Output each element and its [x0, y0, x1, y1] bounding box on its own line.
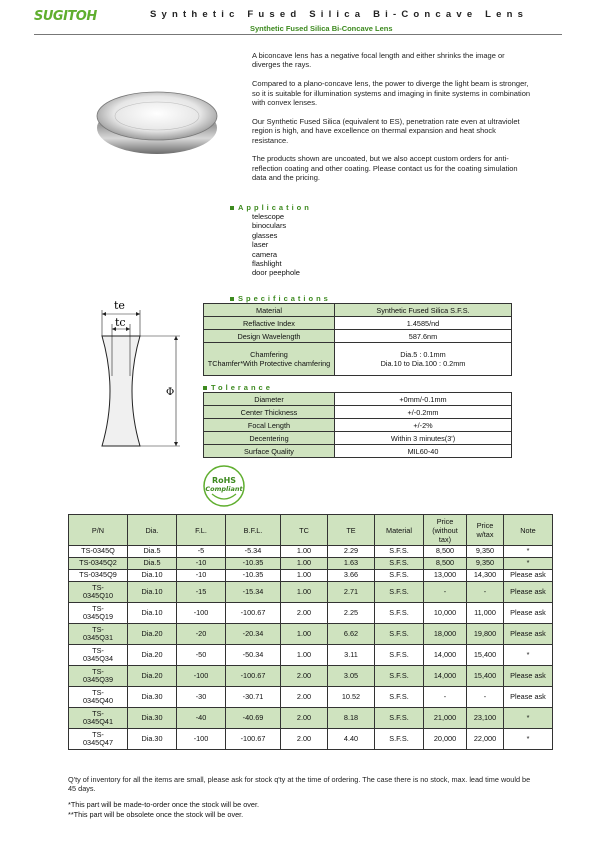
- table-cell: -15.34: [226, 582, 281, 603]
- table-cell: 3.66: [328, 570, 375, 582]
- table-cell: -40.69: [226, 708, 281, 729]
- table-cell: 2.25: [328, 603, 375, 624]
- table-cell: -30: [177, 687, 226, 708]
- table-cell: 19,800: [467, 624, 504, 645]
- table-cell: S.F.S.: [375, 729, 424, 750]
- table-cell: 2.29: [328, 546, 375, 558]
- tolerance-value: +/-2%: [335, 419, 512, 432]
- column-header: Dia.: [128, 515, 177, 546]
- table-row: [69, 666, 553, 687]
- table-cell: *: [504, 645, 553, 666]
- description-paragraph: The products shown are uncoated, but we also accept custom orders for anti-reflection coating and other coating. Please contact us for the coating simulation data and the pricing.: [252, 154, 518, 183]
- spec-row: [204, 304, 512, 317]
- table-cell: -: [467, 582, 504, 603]
- description: [252, 51, 534, 192]
- table-cell: TS- 0345Q10: [69, 582, 128, 603]
- spec-label: Reflactive Index: [204, 317, 335, 330]
- table-cell: S.F.S.: [375, 582, 424, 603]
- table-cell: TS- 0345Q40: [69, 687, 128, 708]
- table-cell: -100: [177, 729, 226, 750]
- table-cell: TS- 0345Q41: [69, 708, 128, 729]
- spec-value: 587.6nm: [335, 330, 512, 343]
- tolerance-label: Focal Length: [204, 419, 335, 432]
- inventory-note: Q'ty of inventory for all the items are small, please ask for stock q'ty at the time of ordering. The case there is no stock, max. lead time would be 45 days.: [68, 775, 531, 793]
- table-cell: 8,500: [424, 558, 467, 570]
- table-cell: Dia.10: [128, 582, 177, 603]
- column-header: B.F.L.: [226, 515, 281, 546]
- table-cell: -10.35: [226, 570, 281, 582]
- table-cell: -: [424, 582, 467, 603]
- tolerance-heading-text: Tolerance: [211, 383, 273, 392]
- table-row: [69, 603, 553, 624]
- table-cell: 1.00: [281, 624, 328, 645]
- table-cell: -50.34: [226, 645, 281, 666]
- table-cell: *: [504, 729, 553, 750]
- table-cell: Dia.20: [128, 645, 177, 666]
- table-cell: 8.18: [328, 708, 375, 729]
- table-cell: 2.00: [281, 708, 328, 729]
- table-cell: S.F.S.: [375, 624, 424, 645]
- spec-row: [204, 317, 512, 330]
- table-cell: 1.00: [281, 570, 328, 582]
- table-cell: 2.00: [281, 687, 328, 708]
- tc-label: tc: [115, 316, 126, 329]
- column-header: Material: [375, 515, 424, 546]
- tolerance-row: [204, 432, 512, 445]
- table-cell: 21,000: [424, 708, 467, 729]
- table-cell: -20.34: [226, 624, 281, 645]
- compliant-text: Compliant: [205, 485, 243, 493]
- specifications-heading-text: Specifications: [238, 294, 331, 303]
- spec-label: Chamfering TChamfer*With Protective chamfering: [204, 343, 335, 376]
- table-cell: 13,000: [424, 570, 467, 582]
- application-item: telescope: [252, 212, 285, 221]
- table-cell: *: [504, 558, 553, 570]
- table-row: [69, 546, 553, 558]
- table-cell: -100.67: [226, 729, 281, 750]
- description-paragraph: Compared to a plano-concave lens, the power to diverge the light beam is stronger, so it is suitable for illumination systems and imaging in finite systems in combination with convex lenses.: [252, 79, 531, 108]
- tolerance-label: Decentering: [204, 432, 335, 445]
- table-cell: TS- 0345Q39: [69, 666, 128, 687]
- spec-label: Material: [204, 304, 335, 317]
- table-cell: -100.67: [226, 603, 281, 624]
- application-item: laser: [252, 240, 269, 250]
- description-paragraph: A biconcave lens has a negative focal length and either shrinks the image or diverges the rays.: [252, 51, 505, 70]
- column-header: P/N: [69, 515, 128, 546]
- page-subtitle: Synthetic Fused Silica Bi-Concave Lens: [250, 24, 393, 33]
- tolerance-label: Center Thickness: [204, 406, 335, 419]
- table-cell: 10,000: [424, 603, 467, 624]
- table-row: [69, 687, 553, 708]
- table-cell: S.F.S.: [375, 687, 424, 708]
- application-heading-text: Application: [238, 203, 312, 212]
- column-header: Note: [504, 515, 553, 546]
- table-cell: TS- 0345Q19: [69, 603, 128, 624]
- table-cell: S.F.S.: [375, 570, 424, 582]
- table-cell: 1.00: [281, 582, 328, 603]
- table-cell: *: [504, 546, 553, 558]
- table-cell: -100: [177, 666, 226, 687]
- spec-value: Synthetic Fused Silica S.F.S.: [335, 304, 512, 317]
- rohs-compliant-badge: [202, 464, 246, 508]
- table-cell: TS- 0345Q34: [69, 645, 128, 666]
- table-cell: S.F.S.: [375, 603, 424, 624]
- phi-label: Φ: [166, 387, 175, 398]
- specifications-heading: [230, 294, 331, 303]
- table-cell: 15,400: [467, 666, 504, 687]
- table-cell: Dia.10: [128, 603, 177, 624]
- table-cell: 20,000: [424, 729, 467, 750]
- table-row: [69, 570, 553, 582]
- table-cell: S.F.S.: [375, 558, 424, 570]
- table-cell: 22,000: [467, 729, 504, 750]
- table-cell: TS- 0345Q47: [69, 729, 128, 750]
- application-heading: [230, 203, 312, 212]
- application-item: camera: [252, 249, 278, 259]
- table-cell: Dia.30: [128, 708, 177, 729]
- table-cell: 15,400: [467, 645, 504, 666]
- table-cell: 10.52: [328, 687, 375, 708]
- table-cell: Dia.5: [128, 558, 177, 570]
- table-cell: TS- 0345Q31: [69, 624, 128, 645]
- table-cell: 14,000: [424, 645, 467, 666]
- tolerance-value: +/-0.2mm: [335, 406, 512, 419]
- tolerance-label: Diameter: [204, 393, 335, 406]
- specifications-table: [203, 303, 512, 376]
- table-cell: 3.11: [328, 645, 375, 666]
- table-row: [69, 582, 553, 603]
- table-cell: -5: [177, 546, 226, 558]
- table-cell: -100.67: [226, 666, 281, 687]
- table-cell: 3.05: [328, 666, 375, 687]
- table-cell: 14,000: [424, 666, 467, 687]
- table-cell: S.F.S.: [375, 645, 424, 666]
- table-cell: -15: [177, 582, 226, 603]
- spec-row: [204, 330, 512, 343]
- table-row: [69, 645, 553, 666]
- spec-row: [204, 343, 512, 376]
- table-cell: -30.71: [226, 687, 281, 708]
- table-cell: 1.00: [281, 546, 328, 558]
- table-cell: -: [467, 687, 504, 708]
- table-row: [69, 624, 553, 645]
- table-cell: Please ask: [504, 603, 553, 624]
- table-cell: -20: [177, 624, 226, 645]
- bullet-square-icon: [230, 297, 234, 301]
- tolerance-row: [204, 406, 512, 419]
- rohs-text: RoHS: [211, 476, 237, 485]
- table-cell: Dia.20: [128, 624, 177, 645]
- product-table: [68, 514, 553, 750]
- table-cell: -10: [177, 558, 226, 570]
- table-cell: -10: [177, 570, 226, 582]
- table-cell: 8,500: [424, 546, 467, 558]
- bullet-square-icon: [230, 206, 234, 210]
- table-cell: -40: [177, 708, 226, 729]
- table-cell: TS-0345Q9: [69, 570, 128, 582]
- table-cell: -50: [177, 645, 226, 666]
- table-cell: Dia.30: [128, 687, 177, 708]
- table-cell: -100: [177, 603, 226, 624]
- table-cell: 2.00: [281, 666, 328, 687]
- table-cell: *: [504, 708, 553, 729]
- header-divider: [34, 34, 562, 35]
- table-cell: TS-0345Q2: [69, 558, 128, 570]
- table-cell: Dia.10: [128, 570, 177, 582]
- tolerance-row: [204, 393, 512, 406]
- tolerance-value: MIL60-40: [335, 445, 512, 458]
- table-cell: Please ask: [504, 582, 553, 603]
- column-header: Price w/tax: [467, 515, 504, 546]
- spec-label: Design Wavelength: [204, 330, 335, 343]
- application-list: [252, 212, 300, 278]
- table-cell: S.F.S.: [375, 666, 424, 687]
- table-cell: Please ask: [504, 624, 553, 645]
- table-cell: Please ask: [504, 666, 553, 687]
- column-header: TC: [281, 515, 328, 546]
- lens-dimension-drawing: [72, 296, 202, 456]
- application-item: flashlight: [252, 259, 282, 269]
- table-cell: -5.34: [226, 546, 281, 558]
- column-header: TE: [328, 515, 375, 546]
- table-cell: 6.62: [328, 624, 375, 645]
- table-row: [69, 729, 553, 750]
- table-cell: 14,300: [467, 570, 504, 582]
- table-cell: 1.00: [281, 645, 328, 666]
- table-cell: Dia.20: [128, 666, 177, 687]
- table-cell: 9,350: [467, 558, 504, 570]
- table-cell: Dia.30: [128, 729, 177, 750]
- table-cell: 2.00: [281, 729, 328, 750]
- application-item: glasses: [252, 230, 278, 240]
- table-cell: Please ask: [504, 570, 553, 582]
- spec-value: Dia.5 : 0.1mm Dia.10 to Dia.100 : 0.2mm: [335, 343, 512, 376]
- table-cell: 4.40: [328, 729, 375, 750]
- table-cell: 9,350: [467, 546, 504, 558]
- application-item: binoculars: [252, 221, 287, 231]
- table-cell: -: [424, 687, 467, 708]
- bullet-square-icon: [203, 386, 207, 390]
- table-cell: 18,000: [424, 624, 467, 645]
- table-cell: Please ask: [504, 687, 553, 708]
- table-cell: S.F.S.: [375, 546, 424, 558]
- footnote-obsolete: **This part will be obsolete once the stock will be over.: [68, 810, 244, 819]
- column-header: F.L.: [177, 515, 226, 546]
- table-cell: S.F.S.: [375, 708, 424, 729]
- application-item: door peephole: [252, 268, 300, 278]
- table-row: [69, 708, 553, 729]
- tolerance-table: [203, 392, 512, 458]
- description-paragraph: Our Synthetic Fused Silica (equivalent to ES), penetration rate even at ultraviolet region is high, and have excellence on thermal expansion and heat shock resistance.: [252, 116, 520, 145]
- footnote-made-to-order: *This part will be made-to-order once the stock will be over.: [68, 800, 260, 809]
- table-cell: Dia.5: [128, 546, 177, 558]
- table-cell: 23,100: [467, 708, 504, 729]
- table-cell: 1.63: [328, 558, 375, 570]
- tolerance-heading: [203, 383, 273, 392]
- tolerance-row: [204, 445, 512, 458]
- table-cell: 2.00: [281, 603, 328, 624]
- tolerance-value: Within 3 minutes(3'): [335, 432, 512, 445]
- tolerance-label: Surface Quality: [204, 445, 335, 458]
- page-title: Synthetic Fused Silica Bi-Concave Lens: [150, 9, 529, 20]
- spec-value: 1.4585/nd: [335, 317, 512, 330]
- table-cell: 2.71: [328, 582, 375, 603]
- table-cell: TS-0345Q: [69, 546, 128, 558]
- table-cell: 1.00: [281, 558, 328, 570]
- te-label: te: [114, 299, 125, 312]
- company-logo: SUGITOH: [34, 9, 97, 24]
- table-cell: -10.35: [226, 558, 281, 570]
- table-row: [69, 558, 553, 570]
- table-cell: 11,000: [467, 603, 504, 624]
- lens-photo: [92, 80, 222, 160]
- tolerance-value: +0mm/-0.1mm: [335, 393, 512, 406]
- tolerance-row: [204, 419, 512, 432]
- column-header: Price (without tax): [424, 515, 467, 546]
- product-table-header: [69, 515, 553, 546]
